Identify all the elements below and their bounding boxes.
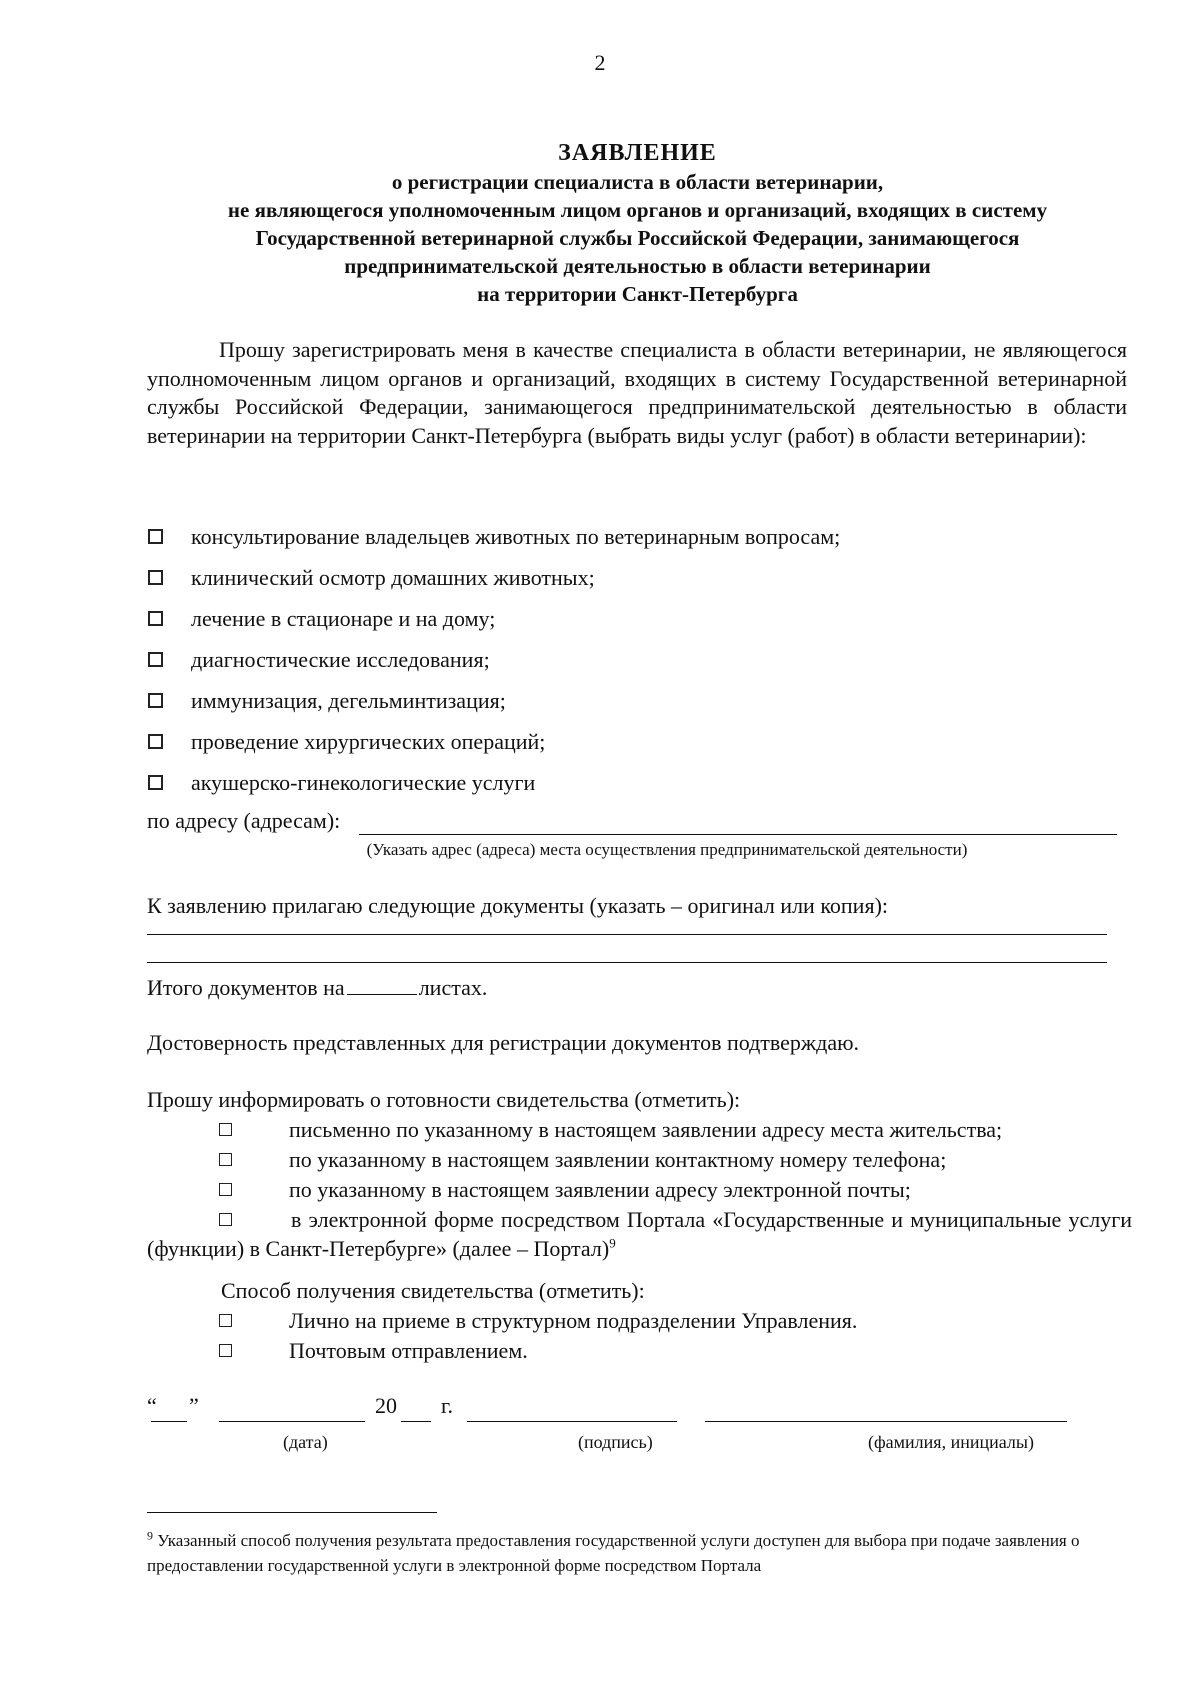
total-prefix: Итого документов на (147, 975, 345, 1000)
receive-method-section (147, 1276, 1132, 1366)
option-label: в электронной форме посредством Портала «Государственные и муниципальные услуги (функции) в Санкт-Петербурге» (далее – Портал) (147, 1207, 1132, 1261)
document-title (145, 138, 1130, 308)
name-label: (фамилия, инициалы) (868, 1432, 1034, 1452)
inform-option[interactable] (147, 1115, 1132, 1145)
option-label: письменно по указанному в настоящем заявлении адресу места жительства; (289, 1117, 1003, 1142)
checkbox[interactable] (219, 1344, 232, 1357)
checkbox[interactable] (219, 1123, 232, 1136)
service-option[interactable] (148, 557, 1128, 598)
day-field[interactable] (151, 1421, 187, 1422)
address-hint: (Указать адрес (адреса) места осуществления предпринимательской деятельности) (366, 840, 968, 859)
checkbox[interactable] (148, 529, 163, 544)
intro-paragraph: Прошу зарегистрировать меня в качестве специалиста в области ветеринарии, не являющегося уполномоченным лицом органов и организаций, входящих в систему Государственной ветеринарной службы Российской Федерации, занимающегося предпринимательской деятельностью в области ветеринарии на территории Санкт-Петербурга (выбрать виды услуг (работ) в области ветеринарии): (147, 337, 1127, 448)
checkbox[interactable] (148, 775, 163, 790)
checkbox[interactable] (219, 1153, 232, 1166)
address-input-line[interactable] (359, 834, 1117, 835)
month-field[interactable] (219, 1421, 365, 1422)
service-label: клинический осмотр домашних животных; (191, 564, 595, 590)
title-line: Государственной ветеринарной службы Российской Федерации, занимающегося (255, 226, 1020, 250)
inform-option-portal[interactable] (147, 1205, 1132, 1263)
service-option[interactable] (148, 680, 1128, 721)
address-field (147, 808, 1127, 838)
footnote-text: Указанный способ получения результата предоставления государственной услуги доступен для выбора при подаче заявления о предоставлении государственной услуги в электронной форме посредством Портала (147, 1531, 1080, 1575)
service-option[interactable] (148, 639, 1128, 680)
checkbox[interactable] (148, 652, 163, 667)
documents-total (147, 975, 487, 1001)
service-label: проведение хирургических операций; (191, 728, 546, 754)
option-label: Почтовым отправлением. (289, 1338, 528, 1363)
signature-row (147, 1393, 1147, 1433)
address-label: по адресу (адресам): (147, 808, 341, 833)
title-line: о регистрации специалиста в области ветеринарии, (391, 170, 884, 194)
checkbox[interactable] (219, 1314, 232, 1327)
year-field[interactable] (401, 1421, 431, 1422)
title-line: предпринимательской деятельностью в области ветеринарии (344, 254, 931, 278)
year-suffix: г. (441, 1393, 454, 1418)
inform-title: Прошу информировать о готовности свидетельства (отметить): (147, 1087, 741, 1112)
service-label: иммунизация, дегельминтизация; (191, 687, 506, 713)
attachments-line[interactable] (147, 934, 1107, 935)
signature-label: (подпись) (578, 1432, 653, 1452)
date-label: (дата) (283, 1432, 328, 1452)
inform-option[interactable] (147, 1145, 1132, 1175)
confirmation-statement: Достоверность представленных для регистрации документов подтверждаю. (147, 1030, 860, 1055)
title-line: не являющегося уполномоченным лицом органов и организаций, входящих в систему (227, 198, 1048, 222)
footnote-ref: 9 (609, 1235, 616, 1251)
checkbox[interactable] (219, 1213, 232, 1226)
service-option[interactable] (148, 721, 1128, 762)
receive-option[interactable] (147, 1336, 1132, 1366)
footnote-mark: 9 (147, 1528, 153, 1543)
service-option[interactable] (148, 516, 1128, 557)
service-label: лечение в стационаре и на дому; (191, 605, 496, 631)
attachments-label: К заявлению прилагаю следующие документы (указать – оригинал или копия): (147, 893, 889, 918)
receive-title: Способ получения свидетельства (отметить): (221, 1278, 645, 1303)
signature-field[interactable] (467, 1421, 677, 1422)
attachments-line[interactable] (147, 962, 1107, 963)
option-label: Лично на приеме в структурном подразделении Управления. (289, 1308, 858, 1333)
services-checklist (148, 516, 1128, 803)
sheets-count-field[interactable] (347, 976, 417, 995)
title-main: ЗАЯВЛЕНИЕ (558, 140, 717, 166)
service-option[interactable] (148, 762, 1128, 803)
name-field[interactable] (705, 1421, 1067, 1422)
footnote (147, 1528, 1132, 1578)
service-label: акушерско-гинекологические услуги (191, 769, 536, 795)
inform-section (147, 1085, 1132, 1263)
service-label: диагностические исследования; (191, 646, 490, 672)
inform-option[interactable] (147, 1175, 1132, 1205)
checkbox[interactable] (148, 734, 163, 749)
title-line: на территории Санкт-Петербурга (477, 282, 798, 306)
service-option[interactable] (148, 598, 1128, 639)
year-prefix: 20 (375, 1393, 397, 1418)
service-label: консультирование владельцев животных по ветеринарным вопросам; (191, 523, 841, 549)
option-label: по указанному в настоящем заявлении контактному номеру телефона; (289, 1147, 947, 1172)
checkbox[interactable] (148, 570, 163, 585)
checkbox[interactable] (219, 1183, 232, 1196)
quote-open: “ (147, 1393, 157, 1418)
checkbox[interactable] (148, 611, 163, 626)
option-label: по указанному в настоящем заявлении адресу электронной почты; (289, 1177, 911, 1202)
total-suffix: листах. (418, 975, 488, 1000)
page-number: 2 (594, 50, 606, 75)
checkbox[interactable] (148, 693, 163, 708)
receive-option[interactable] (147, 1306, 1132, 1336)
footnote-separator (147, 1512, 437, 1513)
quote-close: ” (189, 1393, 199, 1418)
